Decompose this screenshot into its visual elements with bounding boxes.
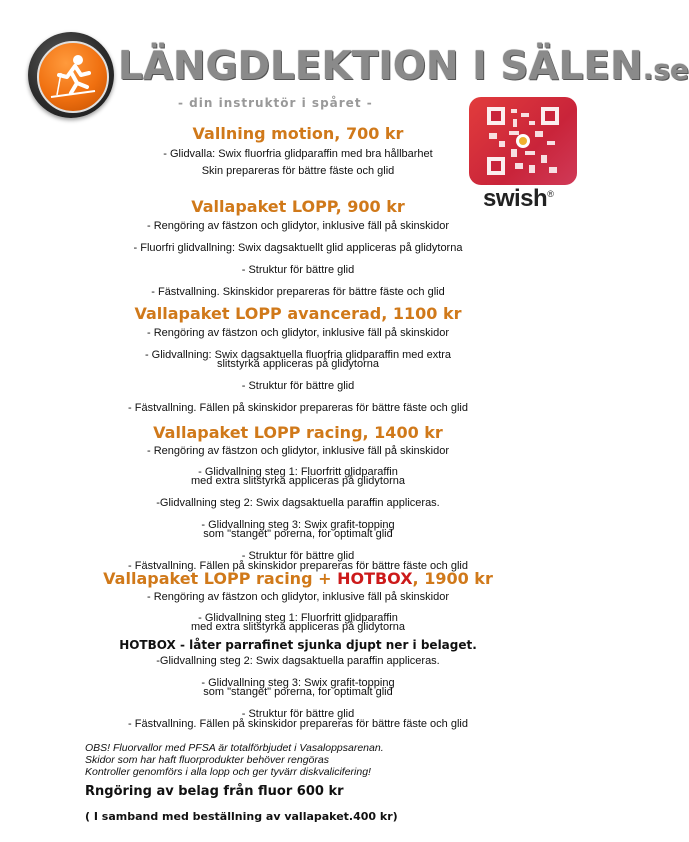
- section-line: - Rengöring av fästzon och glidytor, inklusive fäll på skinskidor: [146, 591, 450, 603]
- section-line: - Rengöring av fästzon och glidytor, inklusive fäll på skinskidor: [146, 327, 450, 339]
- section-line: med extra slitstyrka appliceras på glidytorna: [191, 621, 405, 633]
- section-vallning-motion: [0, 124, 596, 178]
- section-line: - Rengöring av fästzon och glidytor, inklusive fäll på skinskidor: [146, 220, 450, 232]
- section-line: - Fästvallning. Fällen på skinskidor prepareras för bättre fäste och glid: [128, 560, 468, 572]
- section-line: som "stanget" porerna, for optimalt glid: [203, 528, 393, 540]
- section-line: som "stanget" porerna, for optimalt glid: [203, 686, 393, 698]
- section-line: - Fästvallning. Skinskidor prepareras för bättre fäste och glid: [151, 286, 445, 298]
- section-line: - Glidvallning steg 1: Fluorfritt glidparaffin: [198, 466, 398, 478]
- site-title-text: LÄNGDLEKTION I SÄLEN: [118, 44, 643, 89]
- section-line: - Struktur för bättre glid: [241, 550, 355, 562]
- section-line: Skin prepareras för bättre fäste och glid: [201, 165, 395, 177]
- section-title: Vallapaket LOPP racing, 1400 kr: [153, 423, 443, 442]
- skier-icon: [37, 41, 109, 113]
- section-title: [0, 569, 596, 589]
- section-title-suffix: , 1900 kr: [412, 569, 493, 588]
- section-title: Vallapaket LOPP avancerad, 1100 kr: [134, 304, 462, 323]
- section-title: Vallning motion, 700 kr: [192, 124, 404, 143]
- section-line: - Fluorfri glidvallning: Swix dagsaktuellt glid appliceras på glidytorna: [133, 242, 463, 254]
- note-line: Skidor som har haft fluorprodukter behöver rengöras: [85, 754, 329, 766]
- site-title-tld: .se: [642, 53, 689, 86]
- fluor-warning: [85, 742, 384, 778]
- site-title: [118, 44, 689, 89]
- section-line: - Glidvallning steg 3: Swix grafit-topping: [201, 519, 395, 531]
- section-title-text: Vallapaket LOPP racing +: [103, 569, 338, 588]
- swish-label-text: swish: [483, 185, 548, 212]
- note-line: Kontroller genomförs i alla lopp och ger tyvärr diskvalicifering!: [85, 766, 371, 778]
- note-line: OBS! Fluorvallor med PFSA är totalförbjudet i Vasaloppsarenan.: [85, 742, 384, 754]
- section-line: - Fästvallning. Fällen på skinskidor prepareras för bättre fäste och glid: [128, 718, 468, 730]
- logo[interactable]: [28, 32, 114, 118]
- section-line: med extra slitstyrka appliceras på glidytorna: [191, 475, 405, 487]
- section-line: - Struktur för bättre glid: [241, 708, 355, 720]
- registered-mark: ®: [547, 189, 554, 199]
- section-title: Vallapaket LOPP, 900 kr: [191, 197, 405, 216]
- section-line: - Glidvallning: Swix dagsaktuella fluorfria glidparaffin med extra: [144, 349, 452, 361]
- section-line: -Glidvallning steg 2: Swix dagsaktuella paraffin appliceras.: [156, 497, 440, 509]
- fluor-removal-price: Rngöring av belag från fluor 600 kr: [85, 784, 344, 799]
- section-line: - Rengöring av fästzon och glidytor, inklusive fäll på skinskidor: [146, 445, 450, 457]
- section-vallapaket-avancerad: [0, 304, 596, 415]
- section-vallapaket-lopp: [0, 197, 596, 299]
- section-line: - Glidvallning steg 1: Fluorfritt glidparaffin: [198, 612, 398, 624]
- section-vallapaket-hotbox: [0, 569, 596, 731]
- tagline: - din instruktör i spåret -: [178, 96, 373, 110]
- hotbox-info: HOTBOX - låter parrafinet sjunka djupt ner i belaget.: [119, 638, 477, 652]
- section-line: - Glidvalla: Swix fluorfria glidparaffin med bra hållbarhet: [163, 148, 433, 160]
- section-line: - Glidvallning steg 3: Swix grafit-topping: [201, 677, 395, 689]
- hotbox-highlight: HOTBOX: [337, 569, 413, 588]
- section-line: - Struktur för bättre glid: [241, 380, 355, 392]
- section-line: - Struktur för bättre glid: [241, 264, 355, 276]
- section-line: -Glidvallning steg 2: Swix dagsaktuella paraffin appliceras.: [156, 655, 440, 667]
- fluor-removal-note: ( I samband med beställning av vallapaket.400 kr): [85, 810, 398, 823]
- section-line: - Fästvallning. Fällen på skinskidor prepareras för bättre fäste och glid: [128, 402, 468, 414]
- section-vallapaket-racing: [0, 423, 596, 573]
- section-line: slitstyrka appliceras på glidytorna: [216, 358, 380, 370]
